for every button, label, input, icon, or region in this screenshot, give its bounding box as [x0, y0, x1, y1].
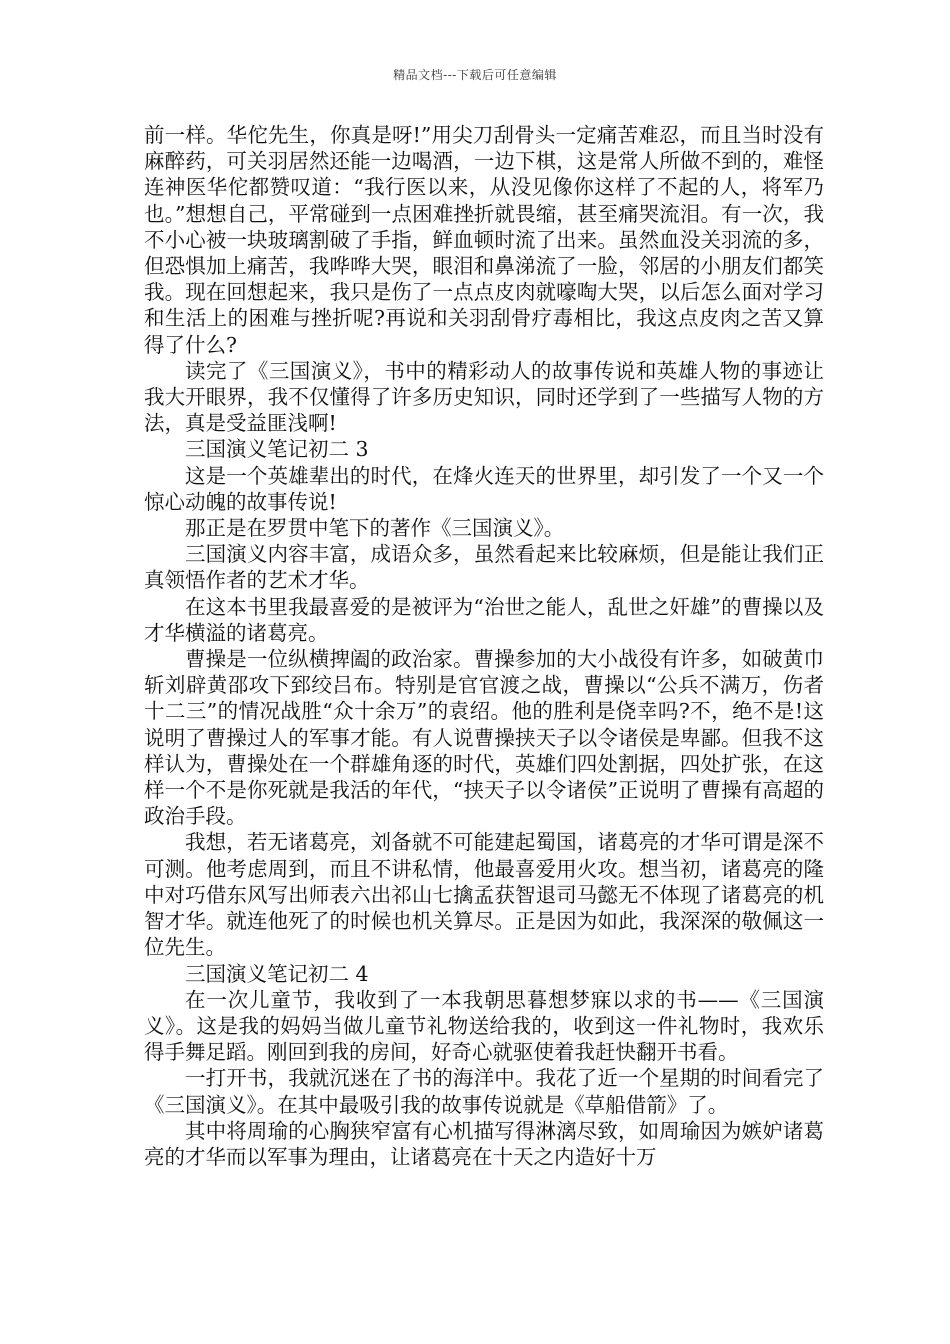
- paragraph: 我想，若无诸葛亮，刘备就不可能建起蜀国，诸葛亮的才华可谓是深不可测。他考虑周到，而且不讲私情，他最喜爱用火攻。想当初，诸葛亮的隆中对巧借东风写出师表六出祁山七擒孟获智退司马懿无不体现了诸葛亮的机智才华。就连他死了的时候也机关算尽。正是因为如此，我深深的敬佩这一位先生。: [144, 830, 824, 960]
- paragraph: 在这本书里我最喜爱的是被评为“治世之能人，乱世之奸雄”的曹操以及才华横溢的诸葛亮。: [144, 594, 824, 645]
- paragraph: 曹操是一位纵横捭阖的政治家。曹操参加的大小战役有许多，如破黄巾斩刘辟黄邵攻下郅绞吕布。特别是官官渡之战，曹操以“公兵不满万，伤者十二三”的情况战胜“众十余万”的袁绍。他的胜利是侥幸吗?不，绝不是!这说明了曹操过人的军事才能。有人说曹操挟天子以令诸侯是卑鄙。但我不这样认为，曹操处在一个群雄角逐的时代，英雄们四处割据，四处扩张，在这样一个不是你死就是我活的年代，“挟天子以令诸侯”正说明了曹操有高超的政治手段。: [144, 647, 824, 829]
- paragraph: 其中将周瑜的心胸狭窄富有心机描写得淋漓尽致，如周瑜因为嫉妒诸葛亮的才华而以军事为理由，让诸葛亮在十天之内造好十万: [144, 1118, 824, 1169]
- paragraph: 三国演义内容丰富，成语众多，虽然看起来比较麻烦，但是能让我们正真领悟作者的艺术才华。: [144, 542, 824, 593]
- paragraph: 那正是在罗贯中笔下的著作《三国演义》。: [185, 516, 565, 541]
- paragraph: 读完了《三国演义》，书中的精彩动人的故事传说和英雄人物的事迹让我大开眼界，我不仅懂得了许多历史知识，同时还学到了一些描写人物的方法，真是受益匪浅啊!: [144, 358, 824, 436]
- paragraph: 前一样。华佗先生，你真是呀!”用尖刀刮骨头一定痛苦难忍，而且当时没有麻醉药，可关羽居然还能一边喝酒，一边下棋，这是常人所做不到的，难怪连神医华佗都赞叹道：“我行医以来，从没见像你这样了不起的人，将军乃也。”想想自己，平常碰到一点困难挫折就畏缩，甚至痛哭流泪。有一次，我不小心被一块玻璃割破了手指，鲜血顿时流了出来。虽然血没关羽流的多，但恐惧加上痛苦，我哗哗大哭，眼泪和鼻涕流了一脸，邻居的小朋友们都笑我。现在回想起来，我只是伤了一点点皮肉就嚎啕大哭，以后怎么面对学习和生活上的困难与挫折呢?再说和关羽刮骨疗毒相比，我这点皮肉之苦又算得了什么?: [144, 123, 824, 357]
- paragraph: 在一次儿童节，我收到了一本我朝思暮想梦寐以求的书——《三国演义》。这是我的妈妈当做儿童节礼物送给我的，收到这一件礼物时，我欢乐得手舞足蹈。刚回到我的房间，好奇心就驱使着我赶快翻开书看。: [144, 987, 824, 1065]
- page-header: 精品文档---下载后可任意编辑: [393, 68, 557, 82]
- paragraph: 这是一个英雄辈出的时代，在烽火连天的世界里，却引发了一个又一个惊心动魄的故事传说!: [144, 463, 824, 514]
- section-heading: 三国演义笔记初二 3: [185, 437, 369, 462]
- paragraph: 一打开书，我就沉迷在了书的海洋中。我花了近一个星期的时间看完了《三国演义》。在其中最吸引我的故事传说就是《草船借箭》了。: [144, 1066, 824, 1117]
- document-body: [144, 122, 824, 1170]
- section-heading: 三国演义笔记初二 4: [185, 961, 369, 986]
